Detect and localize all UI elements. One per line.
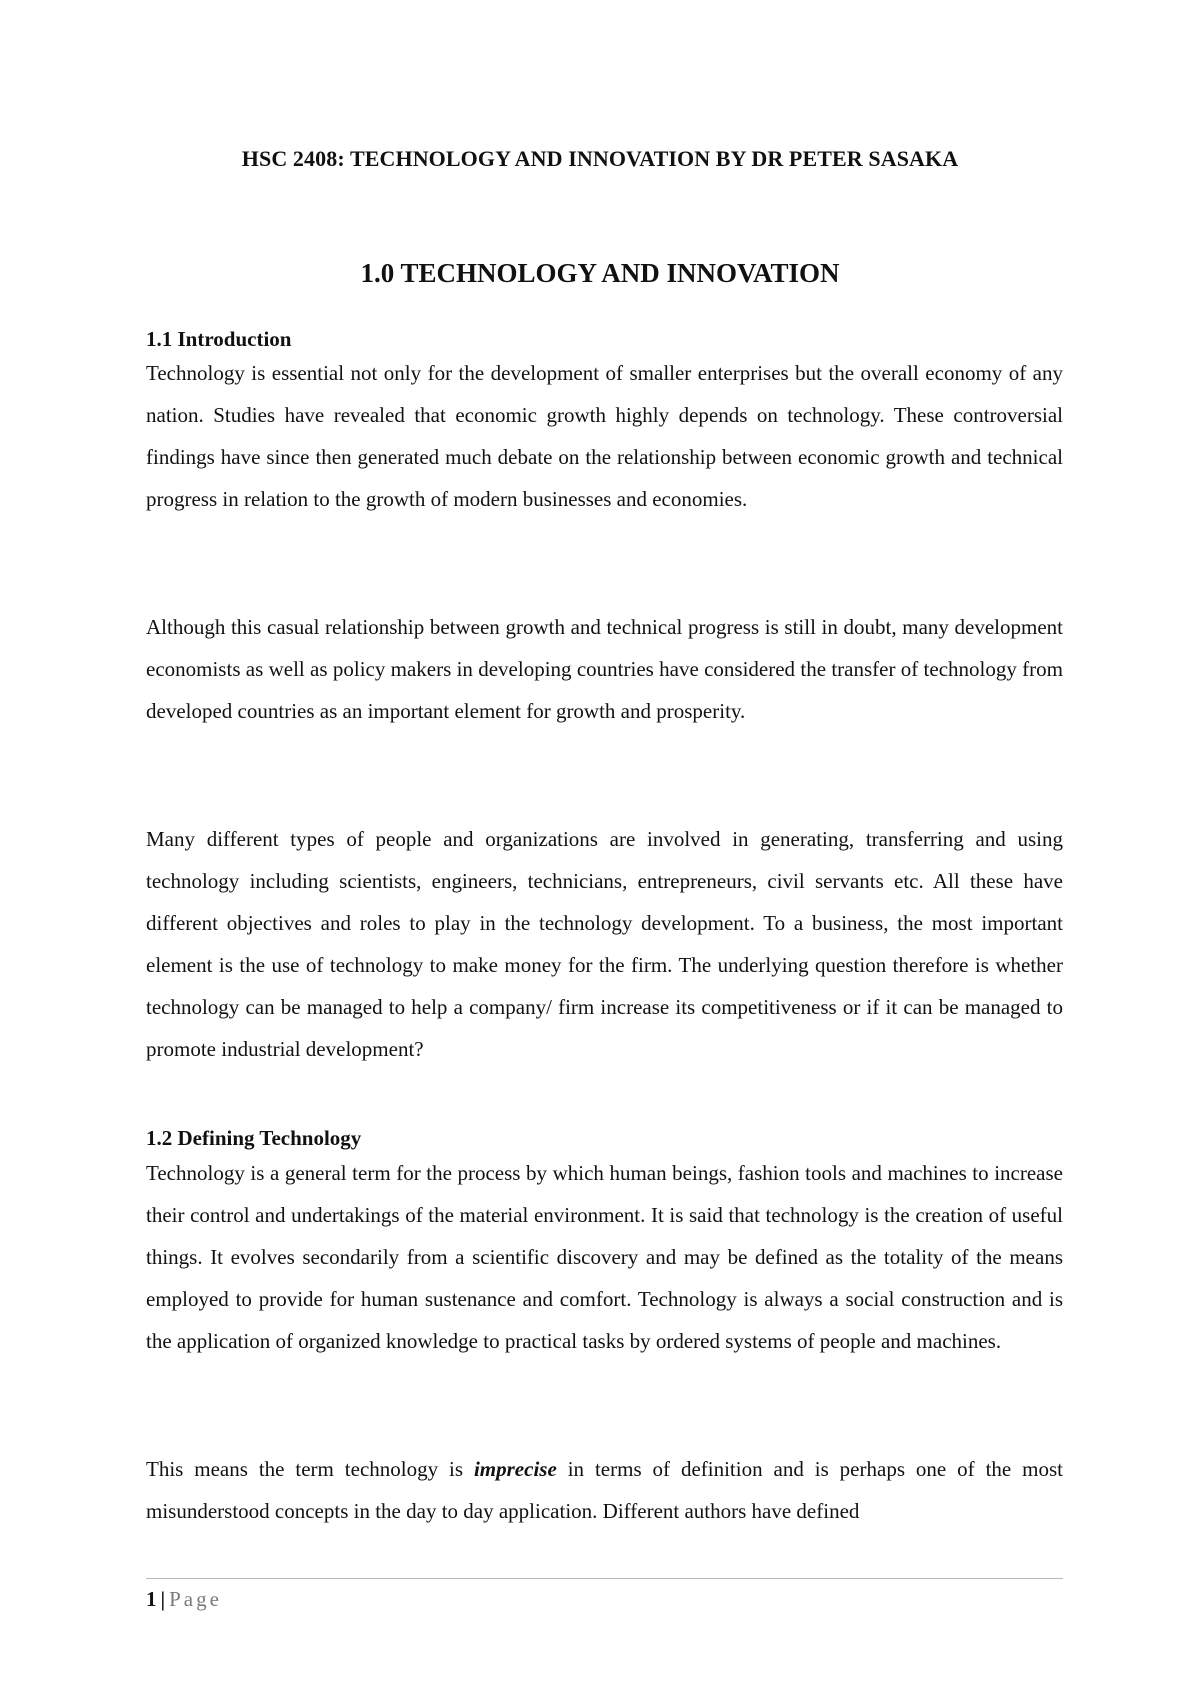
paragraph-intro-1: Technology is essential not only for the development of smaller enterprises but the overall economy of any nation. Studies have revealed that economic growth highly depends on technology. These controversial findings have since then generated much debate on the relationship between economic growth and technical progress in relation to the growth of modern businesses and economies. <box>146 361 1063 511</box>
footer-divider <box>146 1578 1063 1579</box>
paragraph-definition-1: Technology is a general term for the process by which human beings, fashion tools and machines to increase their control and undertakings of the material environment. It is said that technology is the creation of useful things. It evolves secondarily from a scientific discovery and may be defined as the totality of the means employed to provide for human sustenance and comfort. Technology is always a social construction and is the application of organized knowledge to practical tasks by ordered systems of people and machines. <box>146 1161 1063 1353</box>
page-label: Page <box>169 1587 222 1611</box>
page-number: 1 <box>146 1587 157 1611</box>
section-heading-defining-technology: 1.2 Defining Technology <box>146 1126 362 1150</box>
footer-separator: | <box>160 1587 166 1611</box>
paragraph-definition-2-end: in terms of definition and is perhaps one of the most misunderstood concepts in the day to day application. Different authors have defined <box>146 1457 1063 1523</box>
section-heading-introduction: 1.1 Introduction <box>146 327 292 351</box>
paragraph-intro-2: Although this casual relationship between growth and technical progress is still in doubt, many development economists as well as policy makers in developing countries have considered the transfer of technology from developed countries as an important element for growth and prosperity. <box>146 615 1063 723</box>
paragraph-definition-2-start: This means the term technology is <box>146 1457 474 1481</box>
paragraph-intro-3: Many different types of people and organizations are involved in generating, transferring and using technology including scientists, engineers, technicians, entrepreneurs, civil servants etc. All these have different objectives and roles to play in the technology development. To a business, the most important element is the use of technology to make money for the firm. The underlying question therefore is whether technology can be managed to help a company/ firm increase its competitiveness or if it can be managed to promote industrial development? <box>146 827 1063 1061</box>
document-header: HSC 2408: TECHNOLOGY AND INNOVATION BY DR PETER SASAKA <box>241 146 959 171</box>
paragraph-definition-2 <box>146 1448 1063 1532</box>
page-footer <box>146 1587 222 1612</box>
chapter-title: 1.0 TECHNOLOGY AND INNOVATION <box>360 258 840 288</box>
emphasis-imprecise: imprecise <box>473 1457 557 1481</box>
